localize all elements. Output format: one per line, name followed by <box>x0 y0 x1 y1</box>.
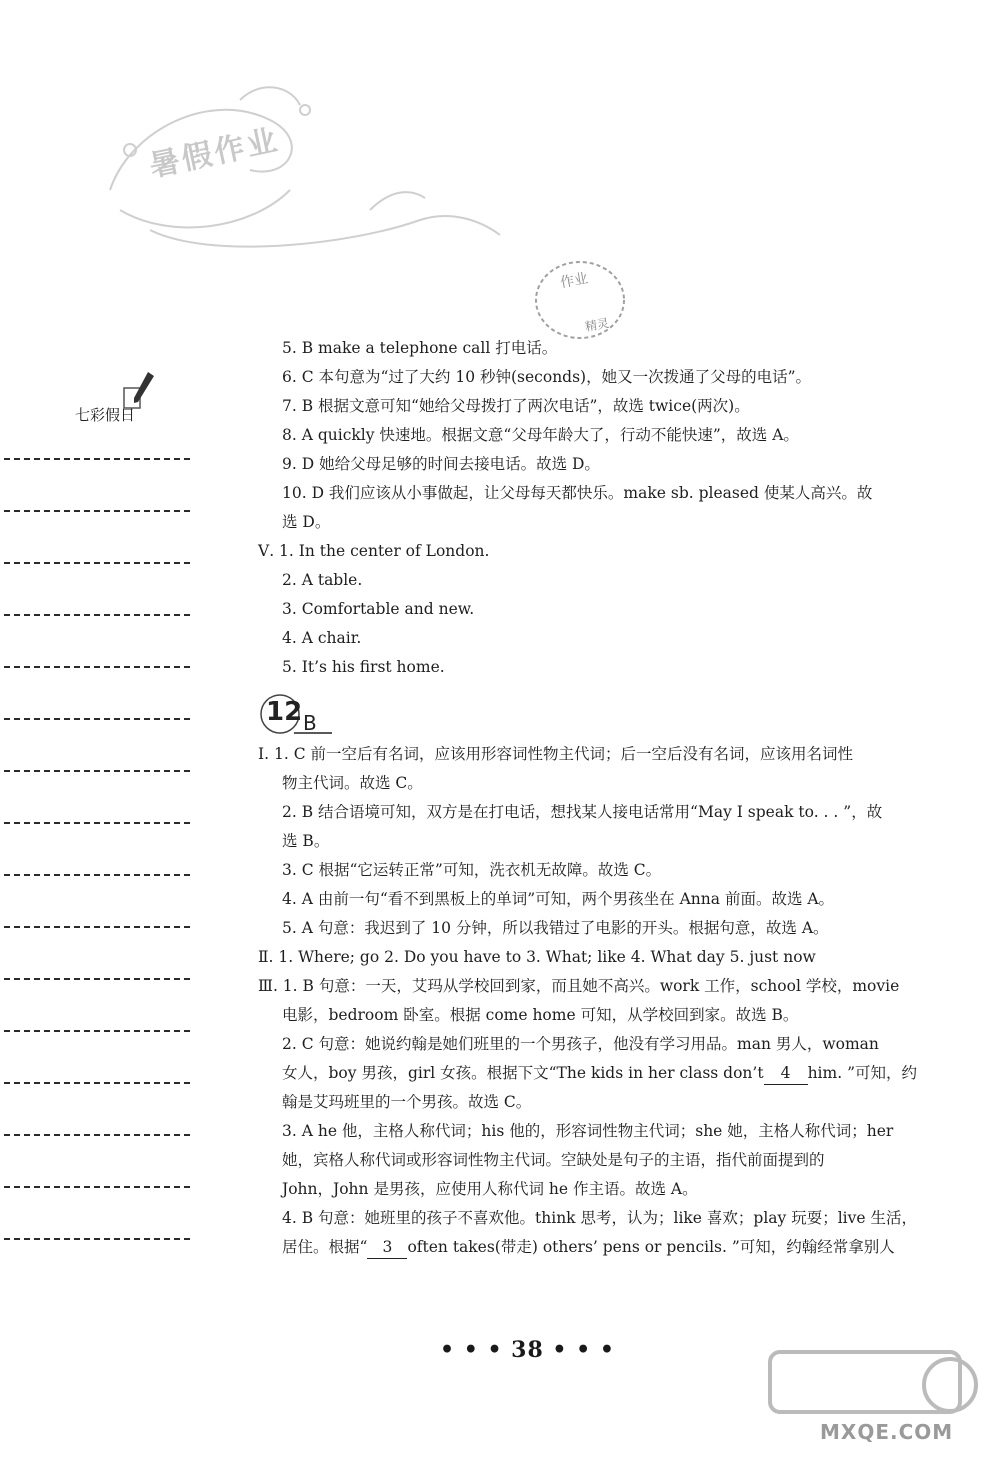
dash-line <box>4 666 190 668</box>
dash-line <box>4 978 190 980</box>
answer-line: 2. C 句意：她说约翰是她们班里的一个男孩子，他没有学习用品。man 男人，woman <box>282 1035 879 1053</box>
text-segment: him. ”可知，约 <box>807 1064 917 1082</box>
answer-line: 6. C 本句意为“过了大约 10 秒钟(seconds)，她又一次拨通了父母的电话”。 <box>282 368 812 386</box>
text-segment: 居住。根据“ <box>282 1238 368 1256</box>
section-letter: B <box>303 711 317 735</box>
sidebar-label: 七彩假日 <box>75 406 136 424</box>
blank-number: 3 <box>367 1236 407 1259</box>
dash-line <box>4 874 190 876</box>
answer-line: 4. A chair. <box>282 629 362 647</box>
answer-line: 2. B 结合语境可知，双方是在打电话，想找某人接电话常用“May I speak to. . . ”，故 <box>282 803 883 821</box>
answer-line: 4. B 句意：她班里的孩子不喜欢他。think 思考，认为；like 喜欢；play 玩耍；live 生活， <box>282 1209 917 1227</box>
dash-line <box>4 614 190 616</box>
dash-line <box>4 1030 190 1032</box>
answer-line <box>282 1062 917 1085</box>
answer-line: 5. It’s his first home. <box>282 658 445 676</box>
answer-line: Ⅲ. 1. B 句意：一天，艾玛从学校回到家，而且她不高兴。work 工作，school 学校，movie <box>258 977 900 995</box>
answer-line: 3. C 根据“它运转正常”可知，洗衣机无故障。故选 C。 <box>282 861 662 879</box>
dash-line <box>4 926 190 928</box>
watermark-logo <box>740 1340 990 1465</box>
answer-line: 8. A quickly 快速地。根据文意“父母年龄大了，行动不能快速”，故选 A。 <box>282 426 799 444</box>
dash-line <box>4 718 190 720</box>
answer-line: 5. B make a telephone call 打电话。 <box>282 339 558 357</box>
answer-line: Ⅴ. 1. In the center of London. <box>258 542 490 560</box>
answer-line <box>282 1236 895 1259</box>
answer-line: 10. D 我们应该从小事做起，让父母每天都快乐。make sb. pleased 使某人高兴。故 <box>282 484 873 502</box>
header-title: 暑假作业 <box>146 122 283 185</box>
stamp-top-text: 作业 <box>558 270 590 292</box>
answer-line: 5. A 句意：我迟到了 10 分钟，所以我错过了电影的开头。根据句意，故选 A。 <box>282 919 829 937</box>
answer-line: 选 B。 <box>282 832 330 850</box>
dash-line <box>4 562 190 564</box>
dash-line <box>4 1134 190 1136</box>
dash-line <box>4 770 190 772</box>
dash-line <box>4 822 190 824</box>
answer-line: 物主代词。故选 C。 <box>282 774 423 792</box>
dash-line <box>4 1238 190 1240</box>
answer-line: 4. A 由前一句“看不到黑板上的单词”可知，两个男孩坐在 Anna 前面。故选 A。 <box>282 890 835 908</box>
dash-line <box>4 1186 190 1188</box>
page-number: • • • 38 • • • <box>440 1337 615 1363</box>
answer-line: 电影，bedroom 卧室。根据 come home 可知，从学校回到家。故选 B。 <box>282 1006 799 1024</box>
stamp-bottom-text: 精灵 <box>584 316 611 334</box>
text-segment: often takes(带走) others’ pens or pencils. ”可知，约翰经常拿别人 <box>407 1238 895 1256</box>
answer-line: 2. A table. <box>282 571 363 589</box>
text-segment: 女人，boy 男孩，girl 女孩。根据下文“The kids in her class don’t <box>282 1064 764 1082</box>
answer-line: John，John 是男孩，应使用人称代词 he 作主语。故选 A。 <box>282 1180 698 1198</box>
dash-line <box>4 458 190 460</box>
answer-line: 翰是艾玛班里的一个男孩。故选 C。 <box>282 1093 532 1111</box>
answer-line: 9. D 她给父母足够的时间去接电话。故选 D。 <box>282 455 600 473</box>
answer-line: 选 D。 <box>282 513 331 531</box>
answer-line: 3. A he 他，主格人称代词；his 他的，形容词性物主代词；she 她，主格人称代词；her <box>282 1122 894 1140</box>
dash-line <box>4 510 190 512</box>
watermark-text: MXQE.COM <box>820 1420 954 1444</box>
answer-line: 她，宾格人称代词或形容词性物主代词。空缺处是句子的主语，指代前面提到的 <box>282 1151 825 1169</box>
blank-number: 4 <box>764 1062 808 1085</box>
answer-line: 7. B 根据文意可知“她给父母拨打了两次电话”，故选 twice(两次)。 <box>282 397 750 415</box>
section-number: 12 <box>266 697 303 727</box>
dash-line <box>4 1082 190 1084</box>
answer-line: Ⅱ. 1. Where; go 2. Do you have to 3. What; like 4. What day 5. just now <box>258 948 816 966</box>
answer-line: 3. Comfortable and new. <box>282 600 475 618</box>
answer-line: Ⅰ. 1. C 前一空后有名词，应该用形容词性物主代词；后一空后没有名词，应该用名词性 <box>258 745 853 763</box>
